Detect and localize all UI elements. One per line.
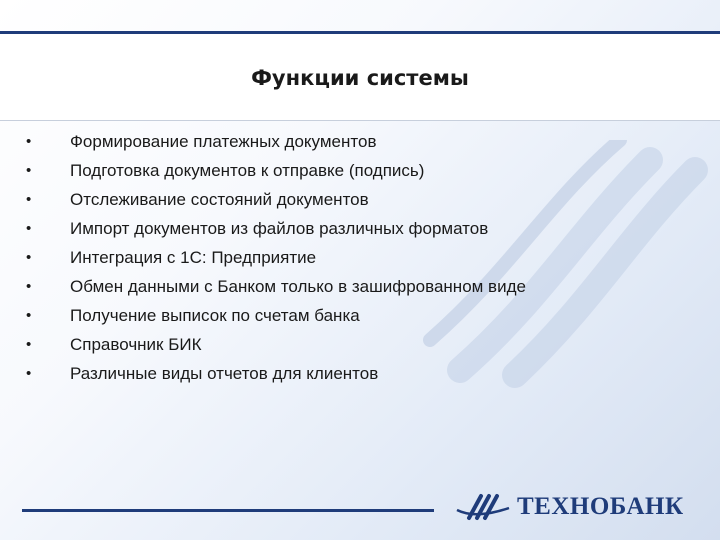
title-bar: [0, 34, 720, 121]
list-item-text: Получение выписок по счетам банка: [70, 306, 360, 325]
bullet-icon: •: [26, 133, 32, 150]
list-item: [26, 156, 526, 185]
list-item-text: Формирование платежных документов: [70, 132, 377, 151]
bullet-icon: •: [26, 191, 32, 208]
list-item: [26, 127, 526, 156]
list-item: [26, 359, 526, 388]
list-item: [26, 185, 526, 214]
bullet-icon: •: [26, 278, 32, 295]
list-item-text: Интеграция с 1С: Предприятие: [70, 248, 317, 267]
bullet-icon: •: [26, 162, 32, 179]
technobank-stripes-icon: [455, 492, 511, 522]
bullet-list: [26, 127, 526, 388]
list-item-text: Различные виды отчетов для клиентов: [70, 364, 379, 383]
list-item-text: Справочник БИК: [70, 335, 202, 354]
bullet-icon: •: [26, 307, 32, 324]
brand-name: ТЕХНОБАНК: [517, 493, 684, 520]
bullet-icon: •: [26, 220, 32, 237]
list-item-text: Обмен данными с Банком только в зашифрованном виде: [70, 277, 526, 296]
list-item: [26, 301, 526, 330]
list-item: [26, 243, 526, 272]
bullet-icon: •: [26, 249, 32, 266]
slide-title: Функции системы: [251, 66, 469, 90]
bottom-rule: [22, 509, 434, 512]
list-item-text: Подготовка документов к отправке (подпись): [70, 161, 425, 180]
list-item: [26, 214, 526, 243]
bullet-icon: •: [26, 336, 32, 353]
list-item: [26, 330, 526, 359]
list-item-text: Импорт документов из файлов различных форматов: [70, 219, 489, 238]
brand-logo: [455, 492, 684, 522]
list-item-text: Отслеживание состояний документов: [70, 190, 369, 209]
list-item: [26, 272, 526, 301]
bullet-icon: •: [26, 365, 32, 382]
